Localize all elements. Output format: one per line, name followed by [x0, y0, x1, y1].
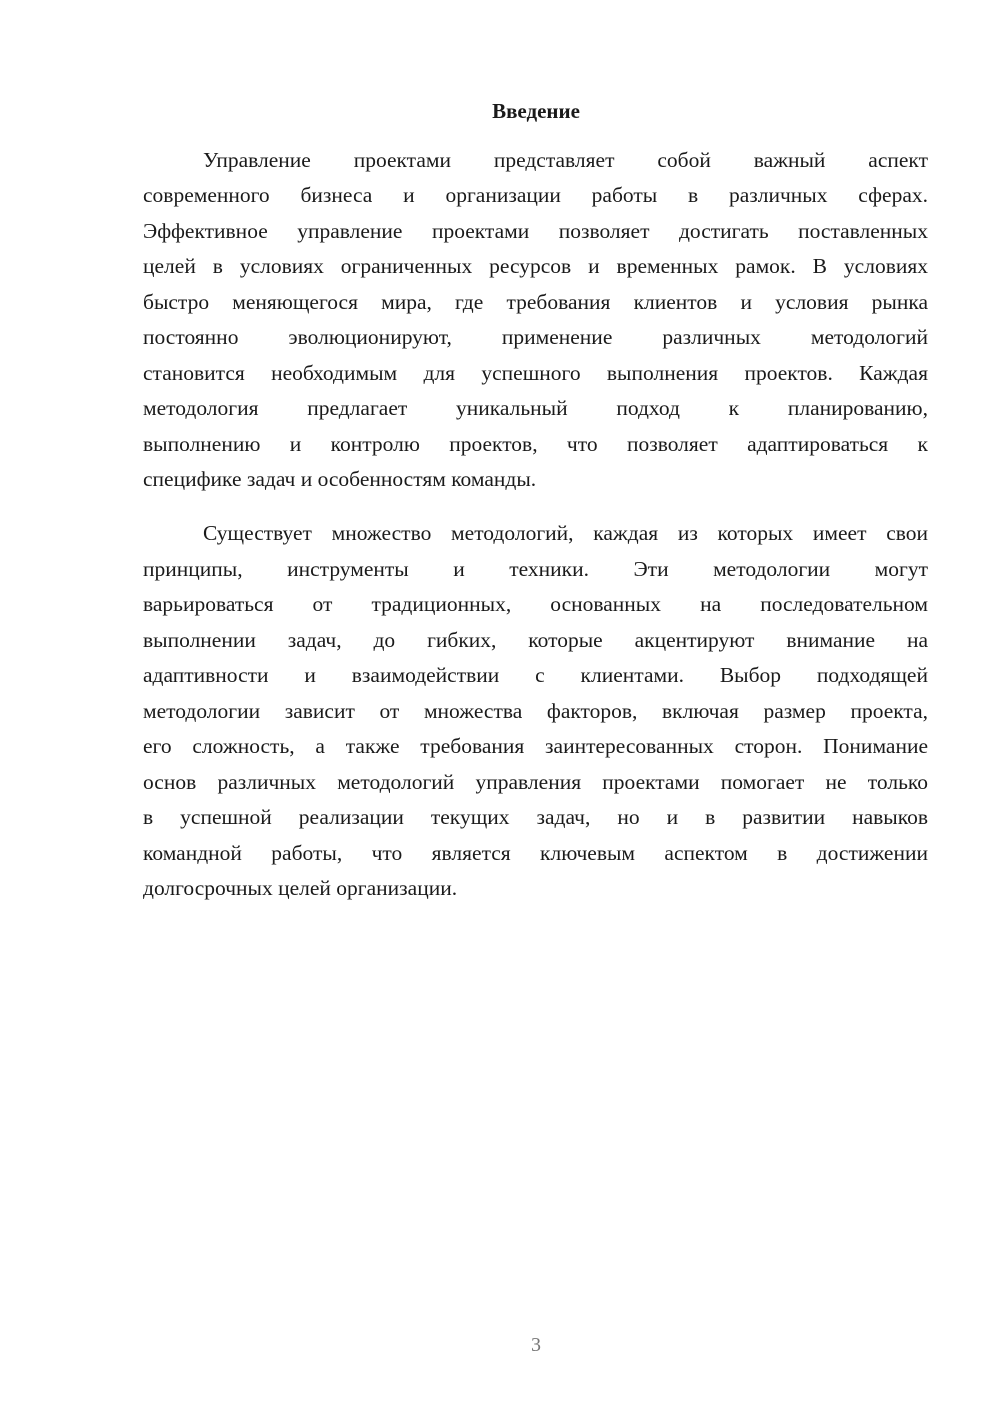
- text-line: выполнению и контролю проектов, что позволяет адаптироваться к: [143, 432, 928, 456]
- text-line: становится необходимым для успешного выполнения проектов. Каждая: [143, 361, 928, 385]
- text-line: Эффективное управление проектами позволяет достигать поставленных: [143, 219, 928, 243]
- text-line: принципы, инструменты и техники. Эти методологии могут: [143, 557, 928, 581]
- text-line: быстро меняющегося мира, где требования клиентов и условия рынка: [143, 290, 928, 314]
- text-line: выполнении задач, до гибких, которые акцентируют внимание на: [143, 628, 928, 652]
- text-line: методология предлагает уникальный подход к планированию,: [143, 396, 928, 420]
- text-line: специфике задач и особенностям команды.: [143, 467, 537, 491]
- text-line: адаптивности и взаимодействии с клиентами. Выбор подходящей: [143, 663, 928, 687]
- section-title: Введение: [492, 99, 580, 123]
- text-line: Управление проектами представляет собой важный аспект: [203, 148, 928, 172]
- page-number: 3: [531, 1334, 541, 1356]
- text-line: в успешной реализации текущих задач, но и в развитии навыков: [143, 805, 928, 829]
- text-line: командной работы, что является ключевым аспектом в достижении: [143, 841, 928, 865]
- text-line: целей в условиях ограниченных ресурсов и временных рамок. В условиях: [143, 254, 928, 278]
- text-line: основ различных методологий управления проектами помогает не только: [143, 770, 928, 794]
- text-line: его сложность, а также требования заинтересованных сторон. Понимание: [143, 734, 928, 758]
- text-line: Существует множество методологий, каждая из которых имеет свои: [203, 521, 928, 545]
- text-line: постоянно эволюционируют, применение различных методологий: [143, 325, 928, 349]
- text-line: методологии зависит от множества факторов, включая размер проекта,: [143, 699, 928, 723]
- text-line: современного бизнеса и организации работы в различных сферах.: [143, 183, 928, 207]
- text-line: варьироваться от традиционных, основанных на последовательном: [143, 592, 928, 616]
- text-line: долгосрочных целей организации.: [143, 876, 458, 900]
